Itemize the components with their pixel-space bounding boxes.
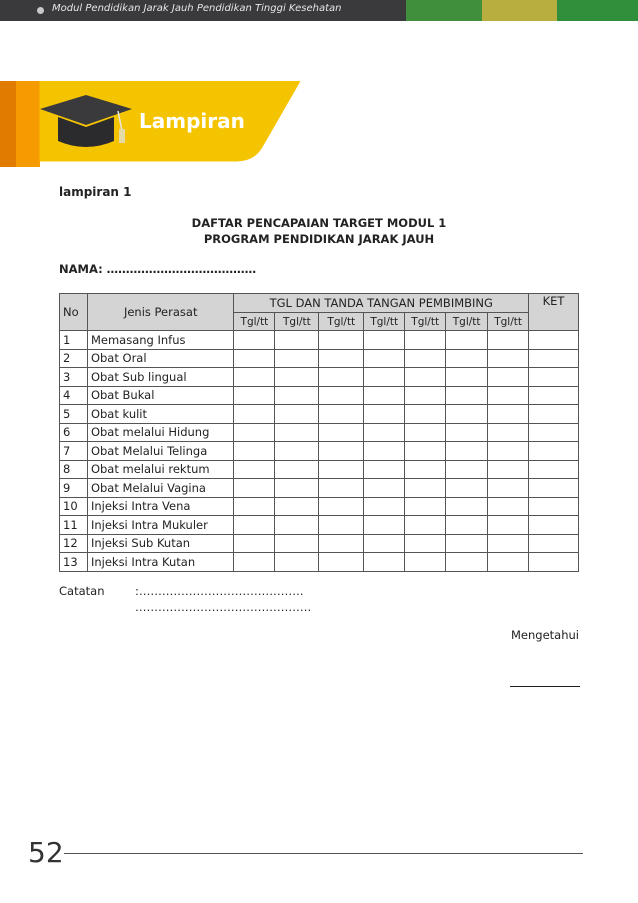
signature-cell xyxy=(234,405,275,424)
section-banner xyxy=(0,81,300,167)
signature-cell xyxy=(319,534,364,553)
signature-cell xyxy=(234,368,275,387)
table-subheader-tgl: Tgl/tt xyxy=(234,313,275,331)
signature-cell xyxy=(234,553,275,572)
header-title: Modul Pendidikan Jarak Jauh Pendidikan Tinggi Kesehatan xyxy=(52,3,342,14)
signature-cell xyxy=(446,553,488,572)
row-procedure: Obat Sub lingual xyxy=(87,368,234,387)
signature-cell xyxy=(405,460,446,479)
table-subheader-tgl: Tgl/tt xyxy=(405,313,446,331)
signature-cell xyxy=(234,497,275,516)
signature-cell xyxy=(405,405,446,424)
signature-cell xyxy=(234,349,275,368)
signature-cell xyxy=(446,386,488,405)
signature-cell xyxy=(488,553,529,572)
remarks-cell xyxy=(529,405,579,424)
signature-cell xyxy=(364,442,405,461)
table-header-tgl: TGL DAN TANDA TANGAN PEMBIMBING xyxy=(234,294,529,313)
table-subheader-tgl: Tgl/tt xyxy=(275,313,319,331)
row-procedure: Injeksi Intra Kutan xyxy=(87,553,234,572)
table-row xyxy=(60,553,579,572)
signature-cell xyxy=(488,405,529,424)
signature-cell xyxy=(446,516,488,535)
signature-cell xyxy=(319,331,364,350)
signature-cell xyxy=(405,497,446,516)
table-subheader-tgl: Tgl/tt xyxy=(488,313,529,331)
banner-label: Lampiran xyxy=(139,109,245,133)
remarks-cell xyxy=(529,479,579,498)
row-number: 5 xyxy=(60,405,88,424)
row-procedure: Obat Bukal xyxy=(87,386,234,405)
signature-cell xyxy=(364,423,405,442)
signature-cell xyxy=(275,423,319,442)
row-number: 12 xyxy=(60,534,88,553)
signature-cell xyxy=(234,331,275,350)
page-number: 52 xyxy=(28,836,64,869)
row-procedure: Obat kulit xyxy=(87,405,234,424)
table-row xyxy=(60,442,579,461)
signature-cell xyxy=(364,386,405,405)
table-row xyxy=(60,386,579,405)
table-row xyxy=(60,534,579,553)
document-subheading: PROGRAM PENDIDIKAN JARAK JAUH xyxy=(203,232,435,246)
signature-cell xyxy=(488,460,529,479)
signature-cell xyxy=(364,497,405,516)
signature-cell xyxy=(446,497,488,516)
signature-cell xyxy=(275,516,319,535)
row-number: 13 xyxy=(60,553,88,572)
signature-line xyxy=(510,686,580,687)
signature-cell xyxy=(275,405,319,424)
signature-cell xyxy=(405,423,446,442)
signature-cell xyxy=(405,368,446,387)
signature-cell xyxy=(446,442,488,461)
row-number: 11 xyxy=(60,516,88,535)
signature-cell xyxy=(275,442,319,461)
row-procedure: Memasang Infus xyxy=(87,331,234,350)
table-subheader-tgl: Tgl/tt xyxy=(319,313,364,331)
signature-cell xyxy=(275,331,319,350)
header-color-segment xyxy=(406,0,482,21)
signature-cell xyxy=(275,534,319,553)
signature-cell xyxy=(275,368,319,387)
row-number: 7 xyxy=(60,442,88,461)
signature-cell xyxy=(405,516,446,535)
signature-cell xyxy=(234,442,275,461)
target-table xyxy=(59,293,579,572)
table-row xyxy=(60,368,579,387)
notes-line: ………………………………………. xyxy=(135,600,312,614)
signature-cell xyxy=(405,386,446,405)
signature-cell xyxy=(446,479,488,498)
table-row xyxy=(60,516,579,535)
footer-rule xyxy=(64,853,583,854)
row-number: 4 xyxy=(60,386,88,405)
signature-cell xyxy=(446,460,488,479)
notes-line: :……………………………………. xyxy=(135,584,304,598)
signature-cell xyxy=(275,497,319,516)
header-color-segment xyxy=(557,0,638,21)
remarks-cell xyxy=(529,442,579,461)
signature-cell xyxy=(405,331,446,350)
signature-cell xyxy=(275,553,319,572)
row-number: 3 xyxy=(60,368,88,387)
signature-cell xyxy=(488,349,529,368)
signature-cell xyxy=(364,534,405,553)
signature-cell xyxy=(319,497,364,516)
header-color-segment xyxy=(482,0,557,21)
acknowledged-label: Mengetahui xyxy=(511,628,579,642)
table-row xyxy=(60,460,579,479)
signature-cell xyxy=(319,553,364,572)
row-number: 8 xyxy=(60,460,88,479)
table-row xyxy=(60,331,579,350)
remarks-cell xyxy=(529,534,579,553)
signature-cell xyxy=(319,405,364,424)
table-header-jenis: Jenis Perasat xyxy=(87,294,234,331)
table-row xyxy=(60,349,579,368)
row-procedure: Obat melalui Hidung xyxy=(87,423,234,442)
signature-cell xyxy=(364,479,405,498)
signature-cell xyxy=(446,349,488,368)
remarks-cell xyxy=(529,497,579,516)
row-procedure: Obat Oral xyxy=(87,349,234,368)
signature-cell xyxy=(319,442,364,461)
row-number: 9 xyxy=(60,479,88,498)
signature-cell xyxy=(446,423,488,442)
signature-cell xyxy=(364,349,405,368)
signature-cell xyxy=(405,534,446,553)
header-bar xyxy=(0,0,638,21)
signature-cell xyxy=(234,479,275,498)
signature-cell xyxy=(234,386,275,405)
signature-cell xyxy=(364,331,405,350)
signature-cell xyxy=(319,423,364,442)
signature-cell xyxy=(488,479,529,498)
signature-cell xyxy=(446,331,488,350)
signature-cell xyxy=(364,460,405,479)
remarks-cell xyxy=(529,368,579,387)
signature-cell xyxy=(275,349,319,368)
signature-cell xyxy=(364,553,405,572)
row-procedure: Injeksi Intra Vena xyxy=(87,497,234,516)
signature-cell xyxy=(488,368,529,387)
table-header-ket: KET xyxy=(529,294,579,331)
signature-cell xyxy=(488,386,529,405)
row-procedure: Obat Melalui Telinga xyxy=(87,442,234,461)
remarks-cell xyxy=(529,386,579,405)
table-subheader-tgl: Tgl/tt xyxy=(364,313,405,331)
signature-cell xyxy=(275,460,319,479)
row-procedure: Injeksi Intra Mukuler xyxy=(87,516,234,535)
signature-cell xyxy=(234,423,275,442)
row-procedure: Obat Melalui Vagina xyxy=(87,479,234,498)
signature-cell xyxy=(488,497,529,516)
signature-cell xyxy=(364,368,405,387)
appendix-number: lampiran 1 xyxy=(59,185,132,199)
remarks-cell xyxy=(529,553,579,572)
signature-cell xyxy=(405,553,446,572)
bullet-icon xyxy=(37,7,44,14)
signature-cell xyxy=(405,479,446,498)
row-number: 1 xyxy=(60,331,88,350)
signature-cell xyxy=(275,386,319,405)
header-title-segment xyxy=(0,0,406,21)
signature-cell xyxy=(405,442,446,461)
signature-cell xyxy=(319,386,364,405)
signature-cell xyxy=(488,534,529,553)
remarks-cell xyxy=(529,331,579,350)
signature-cell xyxy=(319,516,364,535)
row-number: 10 xyxy=(60,497,88,516)
signature-cell xyxy=(446,405,488,424)
remarks-cell xyxy=(529,516,579,535)
table-row xyxy=(60,405,579,424)
signature-cell xyxy=(364,516,405,535)
row-number: 6 xyxy=(60,423,88,442)
signature-cell xyxy=(405,349,446,368)
table-row xyxy=(60,479,579,498)
table-subheader-tgl: Tgl/tt xyxy=(446,313,488,331)
signature-cell xyxy=(234,460,275,479)
table-header-no: No xyxy=(60,294,88,331)
signature-cell xyxy=(488,442,529,461)
signature-cell xyxy=(319,368,364,387)
signature-cell xyxy=(319,349,364,368)
table-row xyxy=(60,497,579,516)
signature-cell xyxy=(234,534,275,553)
signature-cell xyxy=(446,368,488,387)
name-field: NAMA: ………………………………… xyxy=(59,262,257,276)
notes-label: Catatan xyxy=(59,584,105,598)
signature-cell xyxy=(488,516,529,535)
signature-cell xyxy=(234,516,275,535)
row-procedure: Injeksi Sub Kutan xyxy=(87,534,234,553)
signature-cell xyxy=(319,460,364,479)
remarks-cell xyxy=(529,423,579,442)
remarks-cell xyxy=(529,460,579,479)
signature-cell xyxy=(446,534,488,553)
signature-cell xyxy=(488,423,529,442)
remarks-cell xyxy=(529,349,579,368)
signature-cell xyxy=(488,331,529,350)
row-number: 2 xyxy=(60,349,88,368)
table-row xyxy=(60,423,579,442)
signature-cell xyxy=(319,479,364,498)
document-heading: DAFTAR PENCAPAIAN TARGET MODUL 1 xyxy=(191,216,447,230)
row-procedure: Obat melalui rektum xyxy=(87,460,234,479)
signature-cell xyxy=(275,479,319,498)
signature-cell xyxy=(364,405,405,424)
